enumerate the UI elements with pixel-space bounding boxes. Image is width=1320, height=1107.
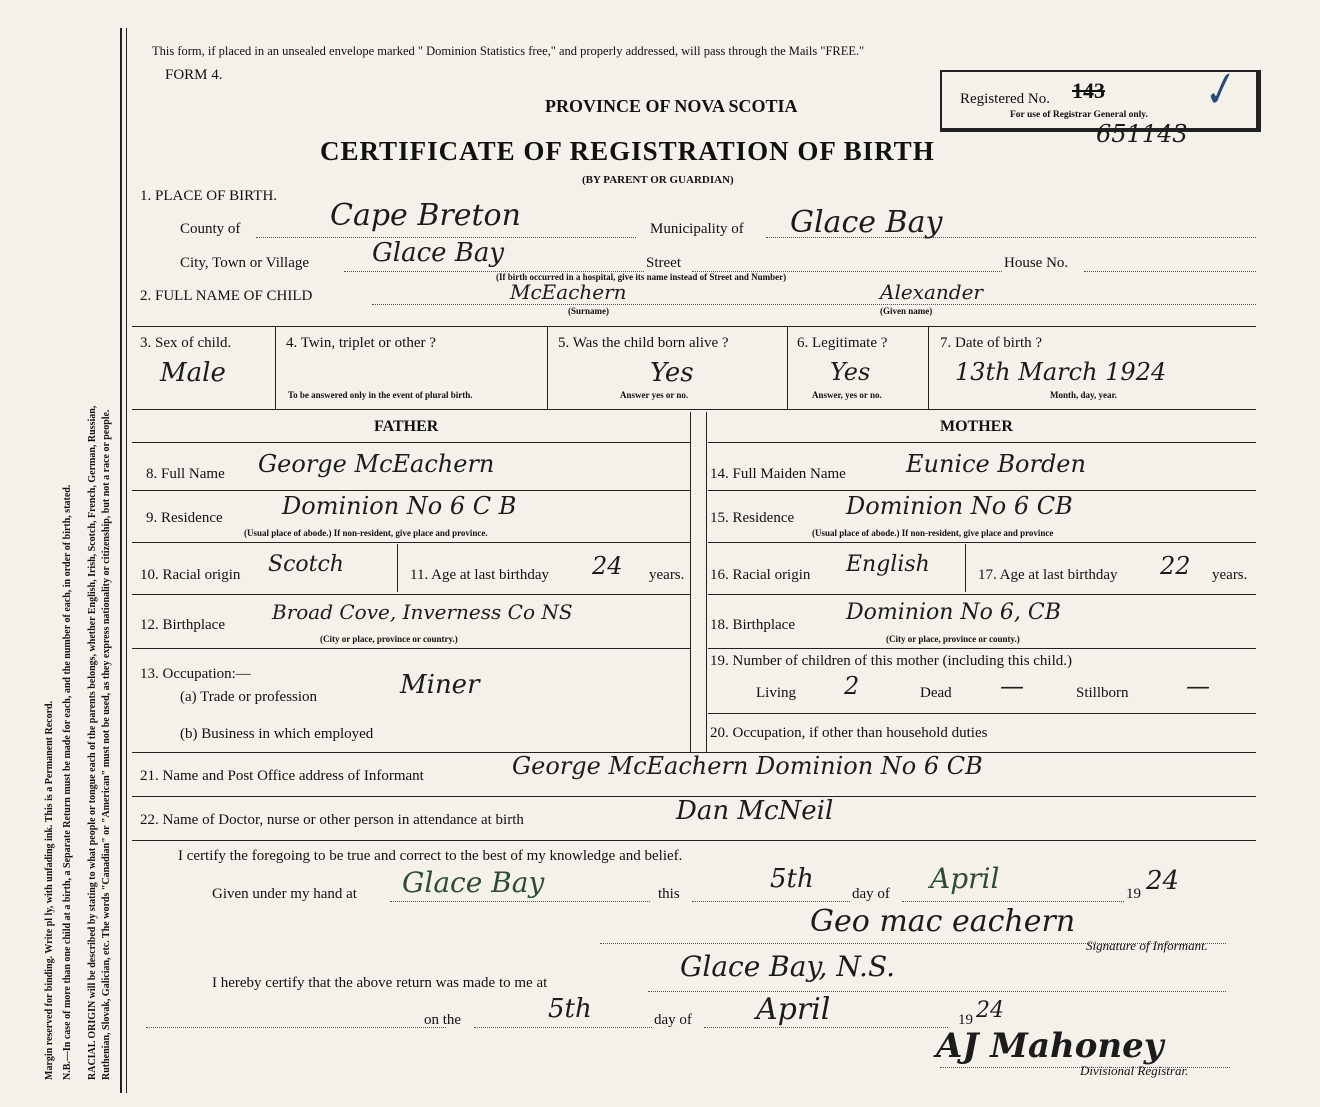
mother-name-value: Eunice Borden	[906, 450, 1086, 478]
given-year-prefix: 19	[1126, 886, 1141, 902]
father-birthplace-value: Broad Cove, Inverness Co NS	[272, 600, 573, 624]
father-age-value: 24	[592, 552, 623, 580]
margin-note-racial-cont: Ruthenian, Slovak, Galician, etc. The words "Canadian" or "American" must not be used, as they express nationality or citizenship, but not a race or people.	[101, 409, 112, 1080]
registrar-day-of-label: day of	[654, 1012, 692, 1028]
father-residence-note: (Usual place of abode.) If non-resident, give place and province.	[244, 528, 488, 538]
informant-value: George McEachern Dominion No 6 CB	[512, 752, 983, 780]
dead-value: —	[1000, 672, 1024, 700]
business-label: (b) Business in which employed	[180, 726, 374, 742]
sex-value: Male	[160, 358, 226, 388]
municipality-label: Municipality of	[650, 221, 744, 237]
given-name-caption: (Given name)	[880, 306, 933, 316]
certificate-subtitle: (BY PARENT OR GUARDIAN)	[582, 174, 734, 186]
municipality-value: Glace Bay	[790, 205, 943, 240]
father-age-label: 11. Age at last birthday	[410, 567, 549, 583]
legitimate-value: Yes	[830, 358, 871, 386]
registrar-signature: AJ Mahoney	[936, 1026, 1164, 1066]
father-name-value: George McEachern	[258, 450, 495, 478]
born-alive-value: Yes	[650, 358, 694, 388]
mother-years-label: years.	[1212, 567, 1248, 583]
father-heading: FATHER	[374, 418, 439, 435]
left-border	[120, 28, 122, 1093]
certificate-title: CERTIFICATE OF REGISTRATION OF BIRTH	[320, 136, 935, 166]
mother-heading: MOTHER	[940, 418, 1013, 435]
stillborn-value: —	[1186, 672, 1210, 700]
city-label: City, Town or Village	[180, 255, 310, 271]
registrar-on-the-label: on the	[424, 1012, 462, 1028]
father-residence-label: 9. Residence	[146, 510, 223, 526]
place-of-birth-label: 1. PLACE OF BIRTH.	[140, 188, 278, 204]
father-birthplace-note: (City or place, province or country.)	[320, 634, 458, 644]
father-birthplace-label: 12. Birthplace	[140, 617, 225, 633]
margin-note-nb: N.B.—In case of more than one child at a birth, a Separate Return must be made for each, and the number of each, in order of birth, stated.	[62, 484, 73, 1080]
stillborn-label: Stillborn	[1076, 685, 1129, 701]
informant-signature: Geo mac eachern	[810, 904, 1076, 939]
county-label: County of	[180, 221, 241, 237]
mother-birthplace-label: 18. Birthplace	[710, 617, 795, 633]
informant-label: 21. Name and Post Office address of Informant	[140, 768, 424, 784]
date-of-birth-note: Month, day, year.	[1050, 390, 1117, 400]
mother-residence-value: Dominion No 6 CB	[846, 492, 1073, 520]
father-residence-value: Dominion No 6 C B	[282, 492, 517, 520]
twin-label: 4. Twin, triplet or other ?	[286, 335, 436, 351]
this-label: this	[658, 886, 680, 902]
doctor-label: 22. Name of Doctor, nurse or other person in attendance at birth	[140, 812, 524, 828]
twin-note: To be answered only in the event of plural birth.	[288, 390, 473, 400]
trade-label: (a) Trade or profession	[180, 689, 318, 705]
informant-signature-caption: Signature of Informant.	[1086, 938, 1208, 953]
child-given-name-value: Alexander	[880, 280, 983, 304]
given-month-value: April	[930, 862, 1000, 895]
registered-number: 143	[1072, 78, 1105, 103]
hospital-note: (If birth occurred in a hospital, give its name instead of Street and Number)	[496, 272, 787, 282]
mother-occupation-label: 20. Occupation, if other than household duties	[710, 725, 988, 741]
child-name-label: 2. FULL NAME OF CHILD	[140, 288, 313, 304]
certify-statement: I certify the foregoing to be true and correct to the best of my knowledge and belief.	[178, 848, 683, 864]
father-race-label: 10. Racial origin	[140, 567, 241, 583]
county-value: Cape Breton	[330, 198, 521, 233]
doctor-value: Dan McNeil	[676, 796, 834, 826]
registrar-statement: I hereby certify that the above return was made to me at	[212, 975, 548, 991]
date-of-birth-label: 7. Date of birth ?	[940, 335, 1043, 351]
born-alive-note: Answer yes or no.	[620, 390, 689, 400]
living-value: 2	[844, 672, 860, 700]
living-label: Living	[756, 685, 796, 701]
house-number-label: House No.	[1004, 255, 1069, 271]
sex-label: 3. Sex of child.	[140, 335, 232, 351]
mother-race-label: 16. Racial origin	[710, 567, 811, 583]
date-of-birth-value: 13th March 1924	[955, 358, 1167, 386]
mother-residence-label: 15. Residence	[710, 510, 795, 526]
mother-race-value: English	[846, 552, 930, 577]
handwritten-register-number: 651143	[1096, 120, 1188, 148]
form-number: FORM 4.	[165, 67, 223, 83]
province-heading: PROVINCE OF NOVA SCOTIA	[545, 96, 798, 116]
registrar-place-value: Glace Bay, N.S.	[680, 950, 896, 983]
father-race-value: Scotch	[268, 552, 344, 577]
mother-residence-note: (Usual place of abode.) If non-resident, give place and province	[812, 528, 1054, 538]
child-surname-value: McEachern	[510, 280, 627, 304]
registrar-year-prefix: 19	[958, 1012, 973, 1028]
registrar-caption: Divisional Registrar.	[1080, 1063, 1189, 1078]
registrar-day-value: 5th	[548, 994, 592, 1024]
registrar-month-value: April	[756, 992, 831, 1027]
mother-name-label: 14. Full Maiden Name	[710, 466, 846, 482]
mother-age-label: 17. Age at last birthday	[978, 567, 1118, 583]
legitimate-note: Answer, yes or no.	[812, 390, 882, 400]
city-value: Glace Bay	[372, 238, 505, 268]
mother-birthplace-value: Dominion No 6, CB	[846, 600, 1061, 625]
father-years-label: years.	[649, 567, 685, 583]
given-day-of-label: day of	[852, 886, 890, 902]
father-occupation-label: 13. Occupation:—	[140, 666, 251, 682]
legitimate-label: 6. Legitimate ?	[797, 335, 888, 351]
surname-caption: (Surname)	[568, 306, 609, 316]
left-border-inner	[126, 28, 127, 1093]
registered-label: Registered No.	[960, 91, 1050, 107]
born-alive-label: 5. Was the child born alive ?	[558, 335, 729, 351]
mother-age-value: 22	[1160, 552, 1191, 580]
father-name-label: 8. Full Name	[146, 466, 225, 482]
given-day-value: 5th	[770, 864, 814, 894]
registrar-year-suffix: 24	[976, 998, 1004, 1023]
trade-value: Miner	[400, 670, 480, 700]
given-year-suffix: 24	[1146, 866, 1180, 896]
margin-note-binding: Margin reserved for binding. Write pl ly, with unfading ink. This is a Permanent Record.	[44, 700, 55, 1080]
margin-note-racial: RACIAL ORIGIN will be described by stating to what people or tongue each of the parents belongs, whether English, Irish, Scotch, French, German, Russian,	[87, 405, 98, 1080]
street-label: Street	[646, 255, 681, 271]
check-mark-icon: ✓	[1192, 61, 1243, 120]
mother-birthplace-note: (City or place, province or county.)	[886, 634, 1020, 644]
dead-label: Dead	[920, 685, 952, 701]
children-count-label: 19. Number of children of this mother (including this child.)	[710, 653, 1073, 669]
registrar-use-note: For use of Registrar General only.	[1010, 110, 1148, 120]
mail-notice: This form, if placed in an unsealed envelope marked " Dominion Statistics free," and properly addressed, will pass through the Mails "FREE."	[152, 44, 865, 58]
given-under-hand-label: Given under my hand at	[212, 886, 357, 902]
given-place-value: Glace Bay	[402, 866, 545, 899]
